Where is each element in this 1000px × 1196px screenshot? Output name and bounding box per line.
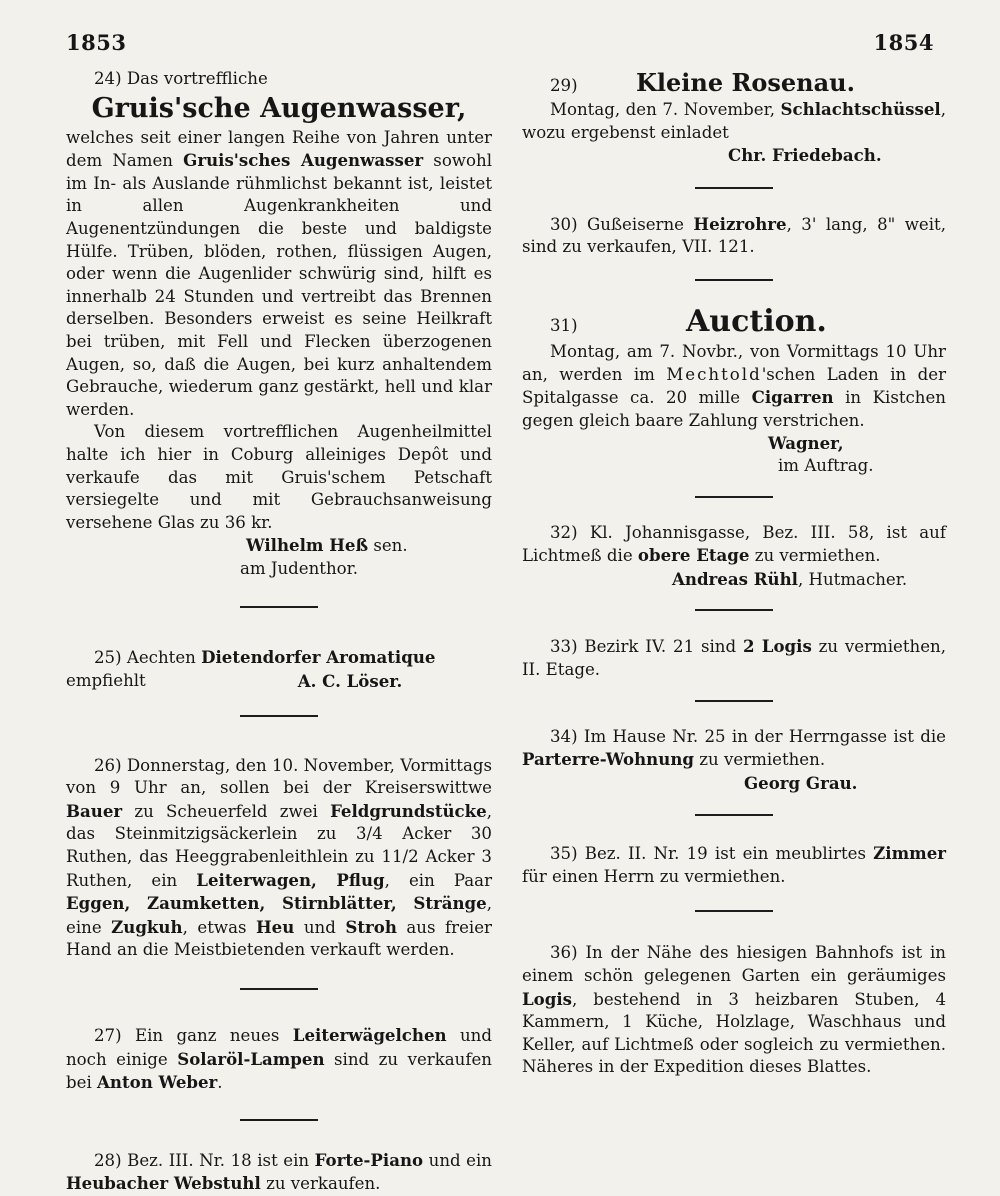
ad27-bold-1: Leiterwägelchen (292, 1025, 447, 1045)
divider (240, 606, 318, 608)
ad31-spaced-name: Mechtold (666, 364, 762, 384)
ad35-body (522, 842, 946, 888)
ad34-bold-1: Parterre-Wohnung (522, 749, 694, 770)
ad27-body (66, 1024, 492, 1095)
ad-33 (522, 635, 946, 681)
ad35-text-2: für einen Herrn zu vermiethen. (522, 866, 786, 886)
ad29-number: 29) (550, 76, 578, 95)
ad32-bold-1: obere Etage (637, 545, 750, 566)
ad26-bold-2: Feldgrundstücke (330, 800, 487, 821)
right-column (522, 68, 946, 1079)
divider (695, 279, 773, 281)
ad24-signature (66, 534, 492, 558)
ad31-title: Auction. (686, 303, 827, 339)
ad25-line-1 (66, 646, 492, 670)
ad28-body (66, 1149, 492, 1196)
ad30-bold-1: Heizrohre (693, 213, 787, 234)
ad31-heading (522, 303, 946, 341)
ad-29 (522, 68, 946, 167)
page-number-left: 1853 (66, 30, 127, 55)
ad31-text-2: 'schen Laden in der Spitalgasse ca. 20 mille (522, 364, 946, 408)
ad25-bold-1: Dietendorfer Aromatique (201, 647, 436, 668)
ad-31 (522, 303, 946, 478)
ad26-text-2: zu Scheuerfeld zwei (122, 801, 331, 821)
ad32-signature-line (522, 568, 946, 592)
ad26-text-5: , eine (66, 894, 492, 937)
ad-25 (66, 646, 492, 692)
ad29-signature: Chr. Friedebach. (728, 145, 882, 166)
page-number-right: 1854 (873, 30, 934, 55)
ad26-text-6: , etwas (182, 917, 256, 937)
divider (695, 609, 773, 611)
ad31-bold-1: Cigarren (751, 387, 834, 408)
ad34-text-1: 34) Im Hause Nr. 25 in der Herrngasse ist die (550, 726, 946, 746)
ad27-text-3: sind zu verkaufen bei (66, 1049, 492, 1093)
ad32-signature: Andreas Rühl (672, 568, 798, 589)
ad25-signature: A. C. Löser. (297, 671, 403, 692)
ad26-bold-4: Eggen, Zaumketten, Stirnblätter, Stränge (66, 893, 487, 914)
ad29-bold-1: Schlachtschüssel (780, 99, 941, 119)
ad-26 (66, 755, 492, 962)
ad26-bold-6: Heu (256, 916, 295, 937)
ad-27 (66, 1024, 492, 1095)
ad-36 (522, 942, 946, 1079)
divider (695, 700, 773, 702)
ad31-signature: Wagner, (768, 433, 844, 454)
ad27-bold-3: Anton Weber (97, 1072, 218, 1093)
ad35-text-1: 35) Bez. II. Nr. 19 ist ein meublirtes (550, 844, 874, 864)
ad31-number: 31) (550, 315, 578, 335)
ad27-text-4: . (217, 1073, 223, 1093)
divider (240, 715, 318, 717)
ad28-bold-1: Forte-Piano (314, 1149, 424, 1170)
ad31-text-3: in Kistchen gegen gleich baare Zahlung verstrichen. (522, 388, 946, 430)
ad30-text-2: , 3' lang, 8" weit, sind zu verkaufen, VII. 121. (522, 214, 946, 257)
ad26-text-8: aus freier Hand an die Meistbietenden verkauft werden. (66, 917, 492, 960)
ad25-text-2: empfiehlt (66, 671, 146, 691)
ad32-text-1: 32) Kl. Johannisgasse, Bez. III. 58, ist auf Lichtmeß die (522, 522, 946, 566)
ad26-body (66, 755, 492, 962)
divider (695, 187, 773, 189)
ad25-line-2 (66, 670, 492, 693)
ad33-bold-1: 2 Logis (742, 636, 812, 657)
ad33-body (522, 635, 946, 681)
ad24-sig-name: Wilhelm Heß (246, 535, 369, 556)
ad34-body (522, 726, 946, 772)
ad36-text-2: , bestehend in 3 heizbaren Stuben, 4 Kammern, 1 Küche, Holzlage, Waschhaus und Keller, auf Lichtmeß oder sogleich zu vermiethen. Näheres in der Expedition dieses Blattes. (522, 989, 946, 1077)
ad33-text-1: 33) Bezirk IV. 21 sind (550, 637, 743, 657)
divider (695, 496, 773, 498)
divider (240, 988, 318, 990)
ad29-heading (522, 68, 946, 98)
ad-32 (522, 522, 946, 592)
ad24-intro: 24) Das vortreffliche (94, 69, 268, 88)
ad24-text-3: Von diesem vortrefflichen Augenheilmittel halte ich hier in Coburg alleiniges Depôt und verkaufe das mit Gruis'schem Petschaft versiegelte und mit Gebrauchsanweisung versehene Glas zu 36 kr. (66, 422, 492, 532)
ad28-text-2: und ein (423, 1150, 492, 1170)
ad26-bold-1: Bauer (66, 800, 123, 821)
ad33-text-2: zu vermiethen, II. Etage. (522, 637, 947, 679)
ad26-bold-7: Stroh (345, 916, 397, 937)
ad29-text-2: , wozu ergebenst einladet (522, 100, 946, 142)
ad31-body (522, 341, 946, 432)
ad32-text-2: zu vermiethen. (749, 546, 881, 566)
ad28-bold-2: Heubacher Webstuhl (66, 1173, 261, 1194)
ad35-bold-1: Zimmer (873, 843, 946, 864)
ad26-text-1: 26) Donnerstag, den 10. November, Vormittags von 9 Uhr an, sollen bei der Kreiserswittwe (66, 755, 492, 798)
ad26-text-3: , das Steinmitzigsäckerlein zu 3/4 Acker 30 Ruthen, das Heeggrabenleithlein zu 11/2 Acker 3 Ruthen, ein (66, 801, 492, 890)
ad29-body (522, 98, 946, 144)
ad36-bold-1: Logis (522, 988, 572, 1009)
divider (695, 910, 773, 912)
ad28-text-1: 28) Bez. III. Nr. 18 ist ein (94, 1150, 315, 1170)
ad29-text-1: Montag, den 7. November, (550, 100, 781, 119)
ad-24 (66, 68, 492, 580)
ad24-body (66, 127, 492, 422)
ad24-text-1: welches seit einer langen Reihe von Jahren unter dem Namen (66, 127, 492, 171)
ad28-text-3: zu verkaufen. (260, 1174, 381, 1194)
ad27-text-2: und noch einige (66, 1026, 492, 1069)
ad27-bold-2: Solaröl-Lampen (177, 1048, 325, 1069)
ad24-text-2: sowohl im In- als Auslande rühmlichst bekannt ist, leistet in allen Augenkrankheiten und Augenentzündungen die beste und baldigste Hülfe. Trüben, blöden, rothen, flüssigen Augen, oder wenn die Augenlider schwürig sind, hilft es innerhalb 24 Stunden und vertreibt das Brennen derselben. Besonders erweist es seine Heilkraft bei trüben, mit Fell und Flecken überzogenen Augen, so, daß die Augen, bei kurz anhaltendem Gebrauche, wiederum ganz gestärkt, hell und klar werden. (66, 151, 492, 419)
divider (695, 814, 773, 816)
ad30-text-1: 30) Gußeiserne (550, 214, 694, 234)
ad24-sig-place: am Judenthor. (239, 558, 359, 578)
ad25-text-1: 25) Aechten (94, 648, 202, 668)
ad24-title: Gruis'sche Augenwasser, (91, 92, 467, 124)
ad32-body (522, 522, 946, 568)
ad31-text-1: Montag, am 7. Novbr., von Vormittags 10 Uhr an, werden im (522, 341, 946, 384)
ad31-signature-2: im Auftrag. (778, 455, 874, 475)
ad26-bold-3: Leiterwagen, Pflug (196, 869, 385, 890)
ad24-sig-suffix: sen. (368, 536, 408, 556)
ad-30 (522, 213, 946, 259)
ad26-text-7: und (294, 917, 346, 937)
ad27-text-1: 27) Ein ganz neues (94, 1026, 293, 1045)
ad24-bold-1: Gruis'sches Augenwasser (183, 150, 424, 171)
ad-28 (66, 1149, 492, 1196)
ad30-body (522, 213, 946, 259)
ad34-text-2: zu vermiethen. (693, 750, 826, 770)
divider (240, 1119, 318, 1121)
ad29-title: Kleine Rosenau. (636, 68, 855, 97)
ad36-body (522, 942, 946, 1079)
ad32-signature-2: , Hutmacher. (797, 569, 908, 589)
ad26-text-4: , ein Paar (384, 870, 493, 890)
ad26-bold-5: Zugkuh (111, 916, 183, 937)
ad-35 (522, 842, 946, 888)
ad36-text-1: 36) In der Nähe des hiesigen Bahnhofs ist in einem schön gelegenen Garten ein geräumiges (522, 943, 946, 986)
left-column (66, 68, 492, 1196)
ad-34 (522, 726, 946, 795)
ad34-signature: Georg Grau. (744, 772, 858, 793)
